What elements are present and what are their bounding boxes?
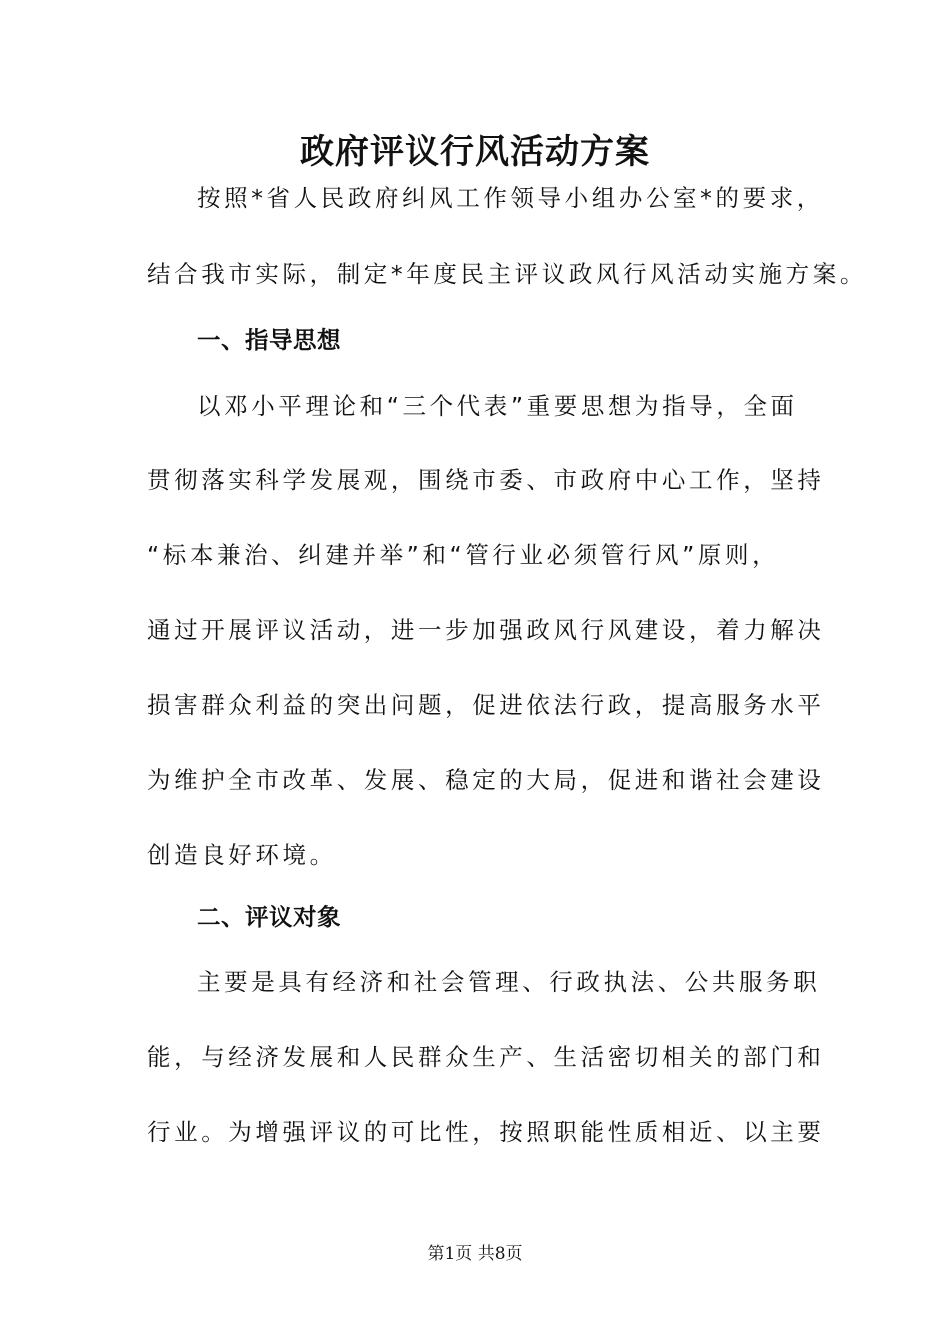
section-heading: 一、指导思想: [197, 326, 341, 354]
paragraph-line: 为维护全市改革、发展、稳定的大局，促进和谐社会建设: [147, 766, 825, 794]
paragraph-line: 通过开展评议活动，进一步加强政风行风建设，着力解决: [147, 616, 825, 644]
paragraph-line: 以邓小平理论和“三个代表”重要思想为指导，全面: [197, 392, 798, 420]
paragraph-line: 损害群众利益的突出问题，促进依法行政，提高服务水平: [147, 691, 825, 719]
paragraph-line: 能，与经济发展和人民群众生产、生活密切相关的部门和: [147, 1043, 825, 1071]
page-footer: 第1页 共8页: [427, 1244, 523, 1264]
paragraph-line: 创造良好环境。: [147, 841, 337, 869]
section-heading: 二、评议对象: [197, 903, 341, 931]
intro-line: 结合我市实际，制定*年度民主评议政风行风活动实施方案。: [147, 260, 867, 288]
paragraph-line: 主要是具有经济和社会管理、行政执法、公共服务职: [197, 968, 821, 996]
paragraph-line: “标本兼治、纠建并举”和“管行业必须管行风”原则，: [147, 541, 780, 569]
document-title: 政府评议行风活动方案: [300, 132, 650, 172]
intro-line: 按照*省人民政府纠风工作领导小组办公室*的要求，: [197, 184, 824, 212]
paragraph-line: 贯彻落实科学发展观，围绕市委、市政府中心工作，坚持: [147, 466, 825, 494]
paragraph-line: 行业。为增强评议的可比性，按照职能性质相近、以主要: [147, 1118, 825, 1146]
